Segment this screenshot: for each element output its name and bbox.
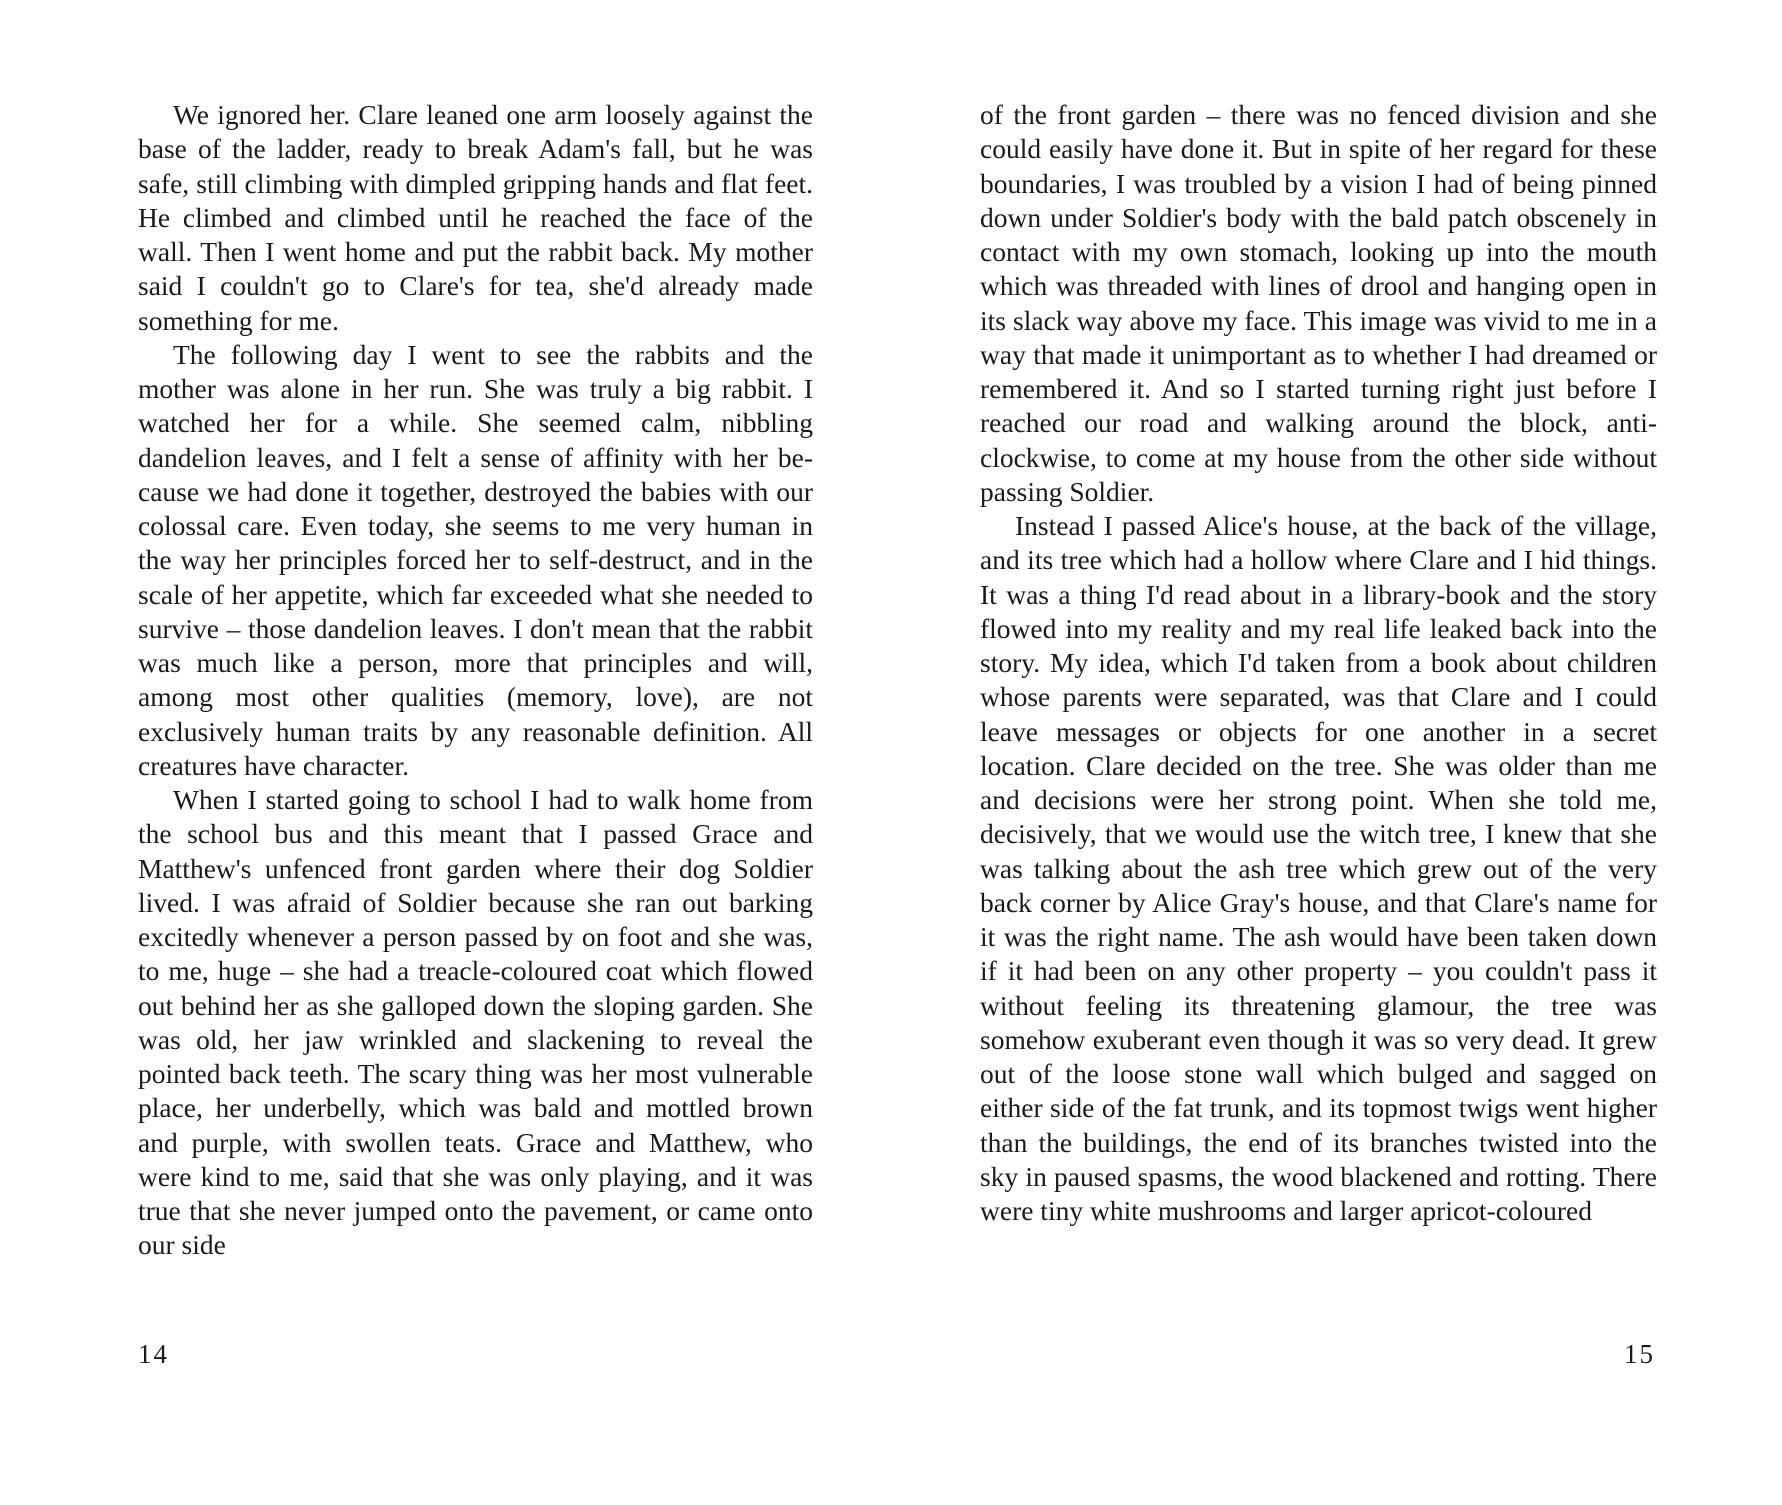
paragraph: of the front garden – there was no fenced division and she could easily have done it. But in spite of her regard for these boundaries, I was troubled by a vision I had of being pinned down under Soldier's body with the bald patch obscenely in contact with my own stomach, looking up into the mouth which was threaded with lines of drool and hanging open in its slack way above my face. This image was vivid to me in a way that made it unimportant as to whether I had dreamed or remembered it. And so I started turning right just before I reached our road and walking around the block, anti-clockwise, to come at my house from the other side without passing Soldier. — [980, 99, 1657, 507]
left-page-text — [138, 98, 813, 1263]
paragraph: The following day I went to see the rabbits and the mother was alone in her run. She was truly a big rabbit. I watched her for a while. She seemed calm, nibbling dandelion leaves, and I felt a sense of affinity with her because we had done it together, destroyed the babies with our colossal care. Even today, she seems to me very human in the way her principles forced her to self-destruct, and in the scale of her appetite, which far exceeded what she needed to survive – those dandelion leaves. I don't mean that the rabbit was much like a person, more that principles and will, among most other qualities (memory, love), are not exclusively human traits by any reasonable definition. All creatures have character. — [138, 338, 813, 781]
page-number: 15 — [1624, 1339, 1655, 1369]
right-page-text — [980, 98, 1657, 1228]
page-number: 14 — [138, 1339, 169, 1369]
paragraph: We ignored her. Clare leaned one arm loosely against the base of the ladder, ready to break Adam's fall, but he was safe, still climbing with dimpled gripping hands and flat feet. He climbed and climbed until he reached the face of the wall. Then I went home and put the rabbit back. My mother said I couldn't go to Clare's for tea, she'd already made something for me. — [138, 99, 813, 336]
paragraph: When I started going to school I had to walk home from the school bus and this meant that I passed Grace and Matthew's unfenced front garden where their dog Soldier lived. I was afraid of Soldier because she ran out barking excitedly whenever a person passed by on foot and she was, to me, huge – she had a treacle-coloured coat which flowed out behind her as she galloped down the sloping garden. She was old, her jaw wrinkled and slackening to reveal the pointed back teeth. The scary thing was her most vulnerable place, her underbelly, which was bald and mottled brown and purple, with swollen teats. Grace and Matthew, who were kind to me, said that she was only playing, and it was true that she never jumped onto the pavement, or came onto our side — [138, 784, 813, 1261]
right-page — [891, 0, 1782, 1505]
paragraph: Instead I passed Alice's house, at the back of the village, and its tree which had a hollow where Clare and I hid things. It was a thing I'd read about in a library-book and the story flowed into my reality and my real life leaked back into the story. My idea, which I'd taken from a book about children whose parents were separated, was that Clare and I could leave messages or objects for one another in a secret location. Clare decided on the tree. She was older than me and decisions were her strong point. When she told me, decisively, that we would use the witch tree, I knew that she was talking about the ash tree which grew out of the very back corner by Alice Gray's house, and that Clare's name for it was the right name. The ash would have been taken down if it had been on any other property – you couldn't pass it without feeling its threatening glamour, the tree was somehow exuberant even though it was so very dead. It grew out of the loose stone wall which bulged and sagged on either side of the fat trunk, and its topmost twigs went higher than the buildings, the end of its branches twisted into the sky in paused spasms, the wood blackened and rotting. There were tiny white mushrooms and larger apricot-coloured — [980, 510, 1657, 1226]
